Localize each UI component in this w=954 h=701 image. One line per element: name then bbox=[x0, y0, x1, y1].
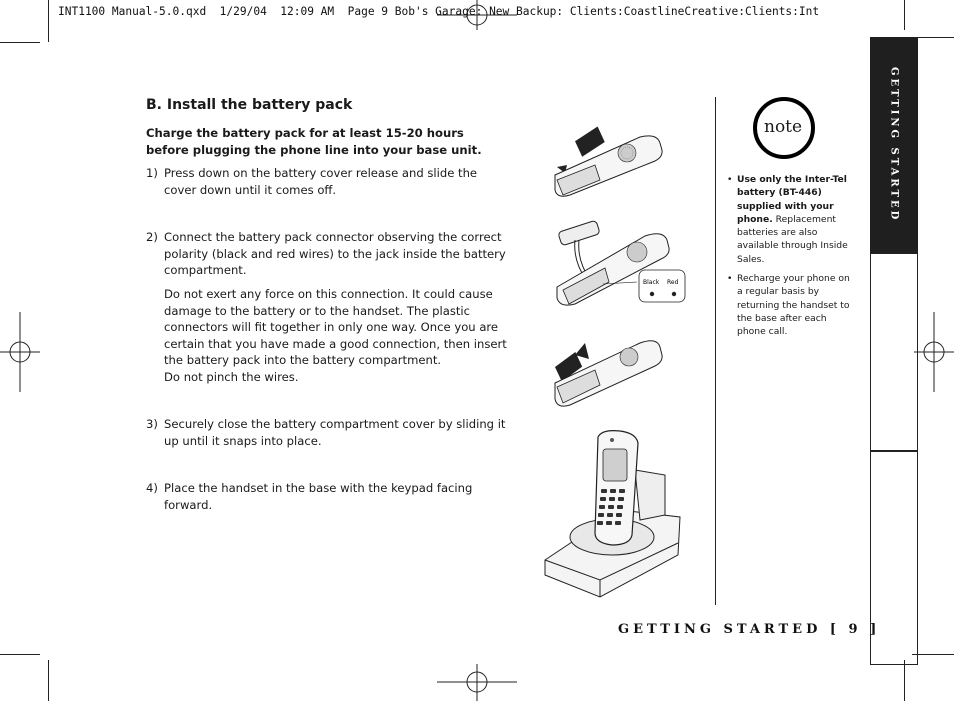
section-tab-label-wrap bbox=[870, 37, 918, 253]
step-2-caution: Do not exert any force on this connection. It could cause damage to the battery or to the handset. The plastic connectors will fit together in only one way. Once you are certain that you have made a good connection, then insert the battery pack into the battery compartment. bbox=[164, 287, 507, 368]
illustration-connect-battery bbox=[545, 212, 695, 307]
black-wire-label: Black bbox=[643, 279, 660, 286]
charge-instruction: Charge the battery pack for at least 15-20 hours before plugging the phone line into your base unit. bbox=[146, 126, 482, 157]
crop-mark bbox=[912, 37, 954, 38]
step-1 bbox=[146, 165, 511, 198]
step-number: 2) bbox=[146, 230, 158, 244]
crop-mark bbox=[48, 660, 49, 701]
illustration-remove-cover bbox=[545, 125, 670, 200]
crop-mark bbox=[48, 0, 49, 42]
step-number: 3) bbox=[146, 417, 158, 431]
registration-mark-left bbox=[0, 312, 40, 392]
step-text: Press down on the battery cover release and slide the cover down until it comes off. bbox=[164, 166, 478, 197]
note-item-bold: Use only the Inter-Tel battery (BT-446) supplied with your phone. bbox=[737, 174, 847, 225]
crop-mark bbox=[904, 660, 905, 701]
crop-mark bbox=[0, 42, 40, 43]
step-4 bbox=[146, 480, 511, 513]
registration-mark-right bbox=[914, 312, 954, 392]
print-slug: INT1100 Manual-5.0.qxd 1/29/04 12:09 AM Page 9 Bob's Garage: New Backup: Clients:CoastlineCreative:Clients:Int bbox=[58, 5, 820, 18]
step-3 bbox=[146, 416, 511, 449]
note-item-text: Replacement batteries are also available through Inside Sales. bbox=[737, 213, 848, 265]
note-item bbox=[727, 173, 857, 266]
step-text: Connect the battery pack connector observing the correct polarity (black and red wires) to the jack inside the battery compartment. bbox=[164, 230, 506, 278]
step-2 bbox=[146, 229, 511, 279]
section-title: B. Install the battery pack bbox=[146, 97, 353, 113]
step-text: Securely close the battery compartment cover by sliding it up until it snaps into place. bbox=[164, 417, 506, 448]
note-item bbox=[727, 272, 857, 338]
notes-list bbox=[727, 173, 857, 345]
step-2-caution-last: Do not pinch the wires. bbox=[164, 370, 299, 384]
crop-mark bbox=[904, 0, 905, 30]
page-footer: GETTING STARTED [ 9 ] bbox=[618, 622, 881, 637]
note-heading: note bbox=[764, 117, 803, 137]
illustration-handset-in-base bbox=[540, 425, 685, 600]
step-number: 4) bbox=[146, 481, 158, 495]
section-tab-empty bbox=[870, 253, 918, 451]
crop-mark bbox=[0, 654, 40, 655]
note-item-text: Recharge your phone on a regular basis by returning the handset to the base after each phone call. bbox=[737, 273, 850, 338]
column-divider bbox=[715, 97, 716, 605]
crop-mark bbox=[912, 654, 954, 655]
step-text: Place the handset in the base with the keypad facing forward. bbox=[164, 481, 473, 512]
red-wire-label: Red bbox=[667, 279, 679, 286]
illustration-replace-cover bbox=[545, 325, 670, 410]
section-tab-label: GETTING STARTED bbox=[888, 67, 900, 223]
step-number: 1) bbox=[146, 166, 158, 180]
registration-mark-bottom bbox=[437, 664, 517, 701]
